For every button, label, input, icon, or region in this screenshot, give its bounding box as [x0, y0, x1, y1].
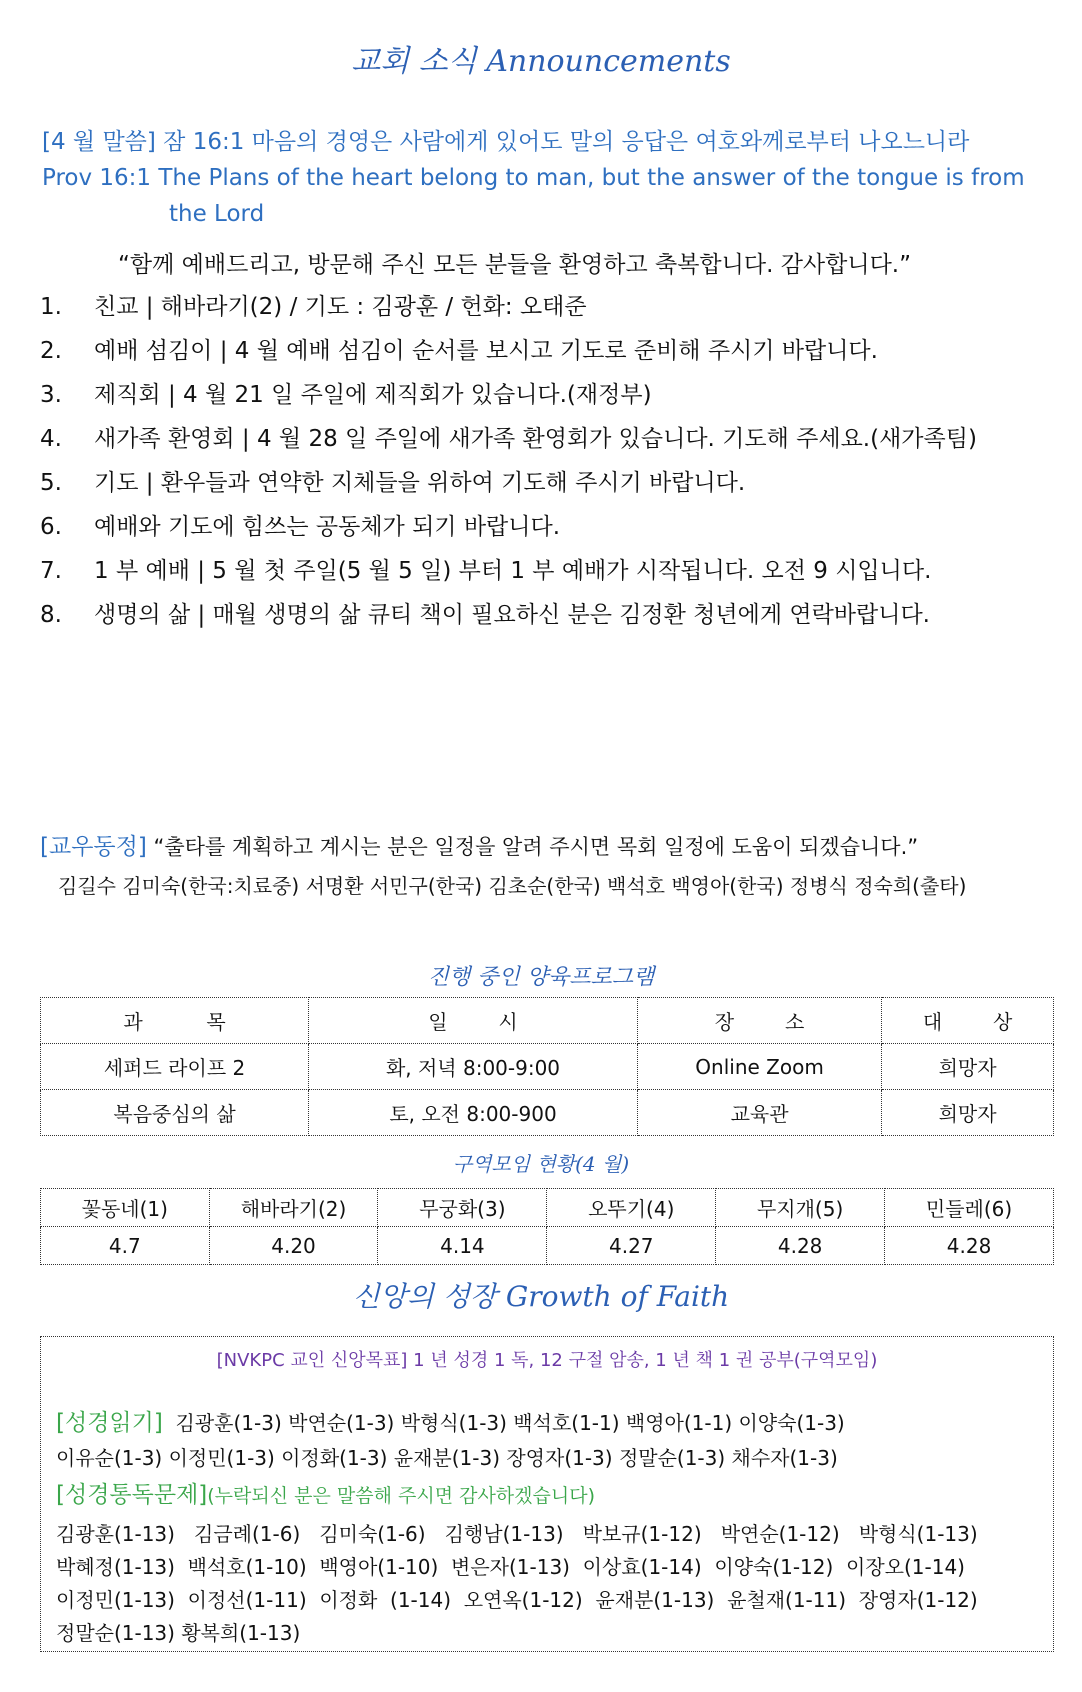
group-name: 무지개(5) — [716, 1189, 885, 1227]
pastoral-message: “출타를 계획하고 계시는 분은 일정을 알려 주시면 목회 일정에 도움이 되겠습니다.” — [146, 835, 919, 859]
table-cell: 교육관 — [637, 1090, 881, 1136]
announcement-list — [40, 285, 1070, 637]
item-text: 친교 | 해바라기(2) / 기도 : 김광훈 / 헌화: 오태준 — [94, 294, 587, 320]
group-name: 꽃동네(1) — [41, 1189, 210, 1227]
quiz-note: (누락되신 분은 말씀해 주시면 감사하겠습니다) — [207, 1485, 595, 1507]
group-name: 오뚜기(4) — [547, 1189, 716, 1227]
item-text: 생명의 삶 | 매월 생명의 삶 큐티 책이 필요하신 분은 김정환 청년에게 연락바랍니다. — [94, 602, 930, 628]
quiz-line-4: 정말순(1-13) 황복희(1-13) — [56, 1621, 301, 1645]
table-cell: 희망자 — [882, 1044, 1054, 1090]
list-item — [40, 417, 1070, 461]
table-cell: 토, 오전 8:00-900 — [309, 1090, 638, 1136]
pastoral-tag: [교우동정] — [40, 834, 147, 860]
item-number: 3. — [40, 382, 62, 408]
list-item — [40, 329, 1070, 373]
list-item — [40, 505, 1070, 549]
reading-names: 김광훈(1-3) 박연순(1-3) 박형식(1-3) 백석호(1-1) 백영아(1-1) 이양숙(1-3) — [162, 1411, 845, 1435]
pastoral-news — [40, 828, 918, 861]
table-row — [41, 1227, 1054, 1265]
education-table — [40, 997, 1054, 1136]
item-number: 8. — [40, 602, 62, 628]
group-date: 4.27 — [547, 1227, 716, 1265]
group-date: 4.28 — [885, 1227, 1054, 1265]
group-date: 4.14 — [378, 1227, 547, 1265]
item-text: 예배와 기도에 힘쓰는 공동체가 되기 바랍니다. — [94, 514, 561, 540]
verse-english-line2: the Lord — [169, 201, 265, 227]
faith-goal: [NVKPC 교인 신앙목표] 1 년 성경 1 독, 12 구절 암송, 1 년 책 1 권 공부(구역모임) — [216, 1350, 878, 1371]
verse-korean: [4 월 말씀] 잠 16:1 마음의 경영은 사람에게 있어도 말의 응답은 여호와께로부터 나오느니라 — [42, 129, 970, 155]
faith-title: 신앙의 성장 Growth of Faith — [352, 1280, 730, 1313]
list-item — [40, 593, 1070, 637]
table-cell: 세퍼드 라이프 2 — [41, 1044, 309, 1090]
table-cell: 희망자 — [882, 1090, 1054, 1136]
group-date: 4.28 — [716, 1227, 885, 1265]
table-header-row — [41, 998, 1054, 1044]
verse-english-line1: Prov 16:1 The Plans of the heart belong to man, but the answer of the tongue is from — [42, 165, 1025, 191]
monthly-verse — [42, 124, 1062, 232]
table-header-row — [41, 1189, 1054, 1227]
quiz-tag: [성경통독문제] — [56, 1482, 208, 1508]
welcome-message: “함께 예배드리고, 방문해 주신 모든 분들을 환영하고 축복합니다. 감사합니다.” — [118, 252, 912, 278]
reading-tag: [성경읽기] — [56, 1410, 163, 1436]
group-name: 무궁화(3) — [378, 1189, 547, 1227]
column-header: 과 목 — [41, 998, 309, 1044]
item-text: 예배 섬김이 | 4 월 예배 섬김이 순서를 보시고 기도로 준비해 주시기 바랍니다. — [94, 338, 878, 364]
item-number: 2. — [40, 338, 62, 364]
item-number: 7. — [40, 558, 62, 584]
group-meeting-table — [40, 1188, 1054, 1265]
item-text: 새가족 환영회 | 4 월 28 일 주일에 새가족 환영회가 있습니다. 기도해 주세요.(새가족팀) — [94, 426, 977, 452]
pastoral-names: 김길수 김미숙(한국:치료중) 서명환 서민구(한국) 김초순(한국) 백석호 백영아(한국) 정병식 정숙희(출타) — [58, 874, 967, 898]
item-number: 6. — [40, 514, 62, 540]
group-name: 민들레(6) — [885, 1189, 1054, 1227]
education-title: 진행 중인 양육프로그램 — [427, 965, 655, 990]
quiz-line-3: 이정민(1-13) 이정선(1-11) 이정화 (1-14) 오연옥(1-12) 윤재분(1-13) 윤철재(1-11) 장영자(1-12) — [56, 1588, 978, 1612]
quiz-line-1: 김광훈(1-13) 김금례(1-6) 김미숙(1-6) 김행남(1-13) 박보규(1-12) 박연순(1-12) 박형식(1-13) — [56, 1522, 978, 1546]
table-cell: 복음중심의 삶 — [41, 1090, 309, 1136]
item-text: 기도 | 환우들과 연약한 지체들을 위하여 기도해 주시기 바랍니다. — [94, 470, 746, 496]
list-item — [40, 461, 1070, 505]
page-title: 교회 소식 Announcements — [351, 44, 731, 79]
column-header: 대 상 — [882, 998, 1054, 1044]
item-text: 1 부 예배 | 5 월 첫 주일(5 월 5 일) 부터 1 부 예배가 시작됩니다. 오전 9 시입니다. — [94, 558, 932, 584]
item-number: 5. — [40, 470, 62, 496]
list-item — [40, 373, 1070, 417]
table-row — [41, 1090, 1054, 1136]
item-number: 1. — [40, 294, 62, 320]
table-cell: Online Zoom — [637, 1044, 881, 1090]
column-header: 장 소 — [637, 998, 881, 1044]
group-date: 4.20 — [209, 1227, 378, 1265]
list-item — [40, 285, 1070, 329]
item-number: 4. — [40, 426, 62, 452]
list-item — [40, 549, 1070, 593]
group-name: 해바라기(2) — [209, 1189, 378, 1227]
reading-line-1 — [56, 1404, 845, 1437]
item-text: 제직회 | 4 월 21 일 주일에 제직회가 있습니다.(재정부) — [94, 382, 652, 408]
group-date: 4.7 — [41, 1227, 210, 1265]
table-row — [41, 1044, 1054, 1090]
table-cell: 화, 저녁 8:00-9:00 — [309, 1044, 638, 1090]
quiz-line-2: 박혜정(1-13) 백석호(1-10) 백영아(1-10) 변은자(1-13) 이상효(1-14) 이양숙(1-12) 이장오(1-14) — [56, 1555, 965, 1579]
group-meeting-title: 구역모임 현황(4 월) — [452, 1152, 630, 1176]
reading-line-2: 이유순(1-3) 이정민(1-3) 이정화(1-3) 윤재분(1-3) 장영자(1-3) 정말순(1-3) 채수자(1-3) — [56, 1446, 838, 1470]
quiz-header — [56, 1476, 595, 1509]
column-header: 일 시 — [309, 998, 638, 1044]
